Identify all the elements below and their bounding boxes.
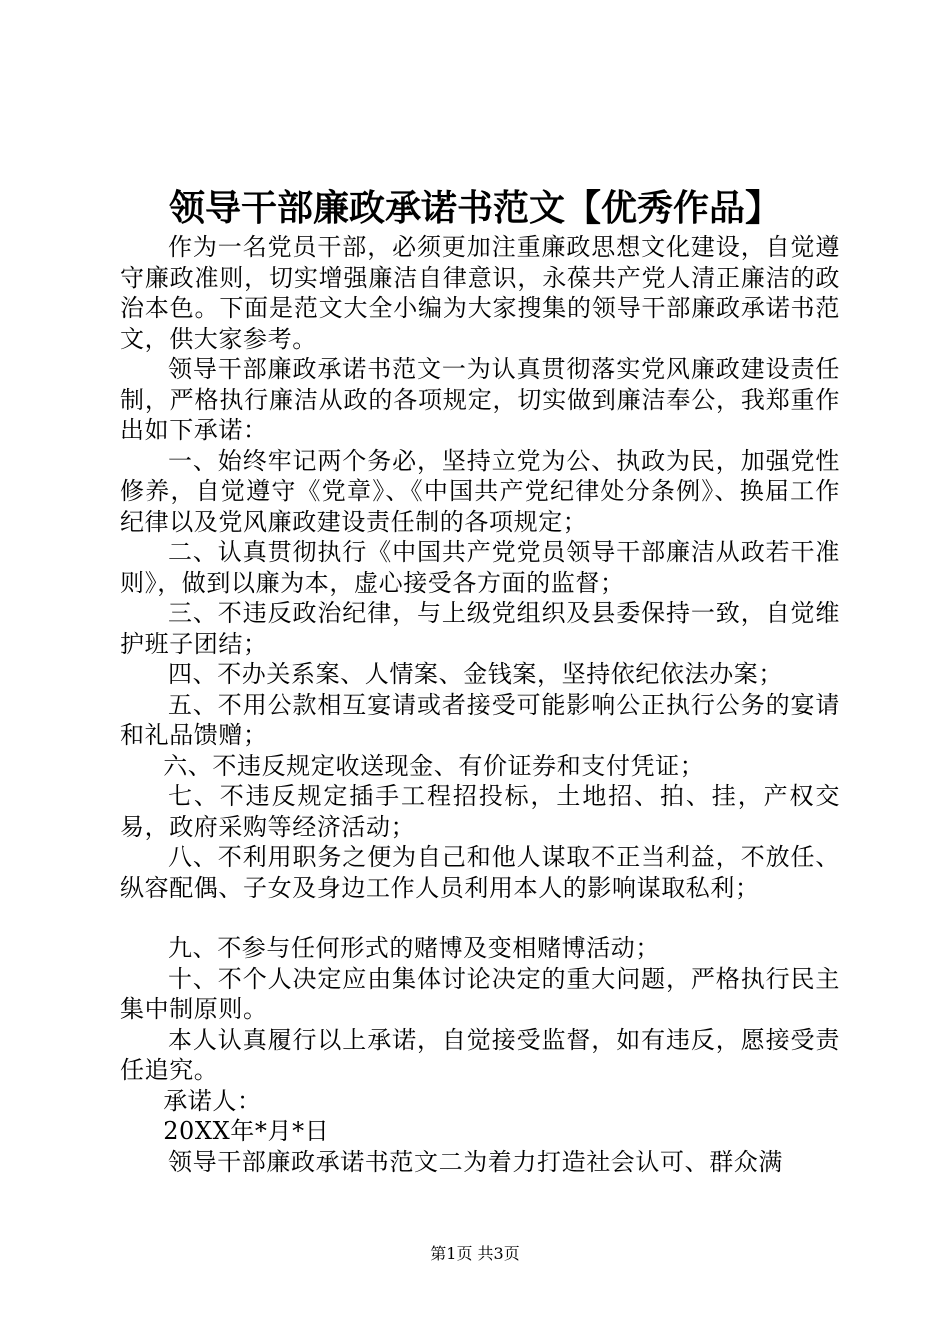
paragraph-intro: 作为一名党员干部，必须更加注重廉政思想文化建设，自觉遵守廉政准则，切实增强廉洁自律意识，永葆共产党人清正廉洁的政治本色。下面是范文大全小编为大家搜集的领导干部廉政承诺书范文，供大家参考。: [120, 233, 840, 353]
paragraph-item-10: 十、不个人决定应由集体讨论决定的重大问题，严格执行民主集中制原则。: [120, 964, 840, 1023]
paragraph-item-1: 一、始终牢记两个务必，坚持立党为公、执政为民，加强党性修养，自觉遵守《党章》、《中国共产党纪律处分条例》、换届工作纪律以及党风廉政建设责任制的各项规定；: [120, 446, 840, 536]
paragraph-sample-two-intro: 领导干部廉政承诺书范文二为着力打造社会认可、群众满: [168, 1147, 783, 1176]
paragraph-item-7: 七、不违反规定插手工程招投标，土地招、拍、挂，产权交易，政府采购等经济活动；: [120, 782, 840, 841]
paragraph-item-8: 八、不利用职务之便为自己和他人谋取不正当利益，不放任、纵容配偶、子女及身边工作人员利用本人的影响谋取私利；: [120, 843, 840, 902]
paragraph-item-2: 二、认真贯彻执行《中国共产党党员领导干部廉洁从政若干准则》，做到以廉为本，虚心接受各方面的监督；: [120, 538, 840, 597]
paragraph-item-6: 六、不违反规定收送现金、有价证券和支付凭证；: [163, 751, 705, 780]
paragraph-sample-one-intro: 领导干部廉政承诺书范文一为认真贯彻落实党风廉政建设责任制，严格执行廉洁从政的各项规定，切实做到廉洁奉公，我郑重作出如下承诺：: [120, 355, 840, 444]
paragraph-item-9: 九、不参与任何形式的赌博及变相赌博活动；: [168, 934, 660, 962]
paragraph-pledge: 本人认真履行以上承诺，自觉接受监督，如有违反，愿接受责任追究。: [120, 1025, 840, 1084]
paragraph-item-4: 四、不办关系案、人情案、金钱案，坚持依纪依法办案；: [168, 660, 783, 688]
paragraph-item-5: 五、不用公款相互宴请或者接受可能影响公正执行公务的宴请和礼品馈赠；: [120, 690, 840, 749]
page-footer: 第1页 共3页: [430, 1244, 520, 1263]
document-body: [120, 232, 840, 1177]
document-title: 领导干部廉政承诺书范文【优秀作品】: [168, 187, 781, 229]
signatory-label: 承诺人：: [163, 1086, 262, 1115]
pledge-date: 20XX年*月*日: [163, 1117, 330, 1145]
paragraph-item-3: 三、不违反政治纪律，与上级党组织及县委保持一致，自觉维护班子团结；: [120, 599, 840, 658]
